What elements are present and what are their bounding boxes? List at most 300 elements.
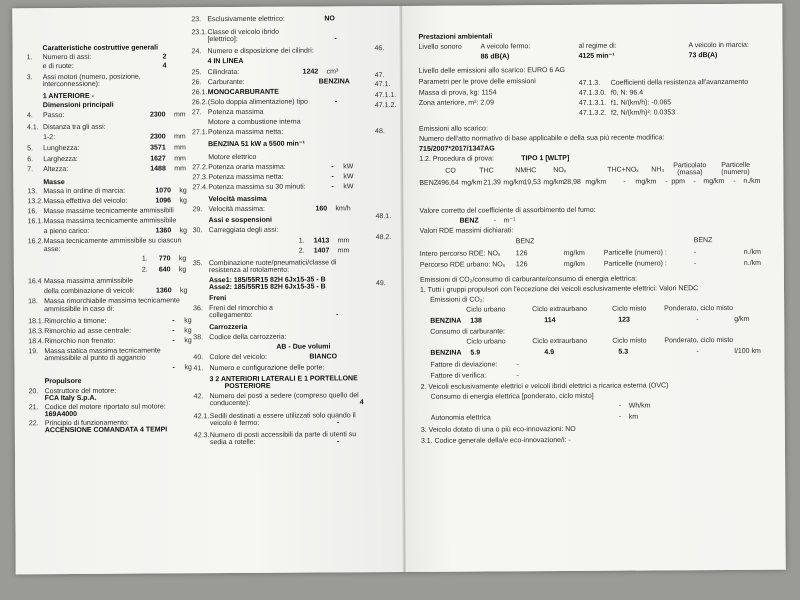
section-heading: FCA Italy S.p.A.	[44, 394, 97, 403]
field-value: 640	[158, 266, 171, 274]
field-unit: kg	[179, 227, 188, 235]
field-value: -	[172, 327, 175, 335]
field-label: 2.	[298, 247, 305, 255]
field-value: 2	[162, 53, 167, 61]
field-text: Particelle (numero) :	[603, 260, 667, 268]
section-heading: Dimensioni principali	[42, 101, 114, 110]
field-unit: kg	[179, 187, 187, 195]
field-text: mg/km	[503, 179, 525, 187]
field-unit: mm	[337, 247, 350, 255]
field-number: 36.	[193, 305, 203, 313]
field-label: Colore del veicolo:	[209, 353, 268, 362]
field-text: -	[618, 413, 622, 421]
field-label: Cilindrata:	[207, 68, 240, 77]
field-text: Parametri per le prove delle emissioni	[418, 78, 536, 86]
field-number: 1.	[26, 54, 33, 62]
field-number: 42.1.	[193, 413, 210, 421]
field-text: -	[733, 177, 736, 185]
field-label: ammissibile in caso di:	[44, 305, 115, 314]
section-heading: 73 dB(A)	[688, 52, 718, 60]
field-text: NMHC	[515, 167, 537, 175]
field-number: 27.4.	[192, 184, 208, 192]
field-value: -	[172, 364, 175, 372]
section-heading: Freni	[209, 295, 227, 303]
field-text: Consumo di carburante:	[430, 328, 506, 336]
field-text: 3.1. Codice generale della/e eco-innovazione/i: -	[420, 436, 571, 445]
field-text: -	[693, 249, 697, 257]
field-unit: km/h	[335, 205, 351, 213]
field-text: (numero)	[721, 168, 750, 177]
field-number: 42.	[193, 393, 204, 401]
field-text: 28,98	[563, 178, 581, 186]
field-number: 6.	[27, 156, 34, 164]
field-label: veicolo è fermo:	[209, 419, 260, 428]
field-value: 1413	[313, 237, 330, 245]
field-label: Massa tecnicamente ammissibile su ciascun	[43, 237, 182, 246]
field-text: mg/km	[563, 260, 585, 268]
field-text: ppm	[671, 178, 685, 186]
field-text: NH₃	[651, 166, 665, 174]
field-label: Motore a combustione interna	[207, 118, 301, 127]
section-heading: Assi e sospensioni	[208, 216, 273, 225]
side-field-number: 49.	[375, 280, 386, 288]
field-label: Sedili destinati a essere utilizzati solo quando il	[209, 412, 356, 421]
field-text: A veicolo fermo:	[480, 43, 531, 51]
field-number: 35.	[192, 260, 203, 268]
field-label: (Solo doppia alimentazione) tipo	[207, 98, 308, 107]
field-value: -	[334, 35, 337, 43]
field-text: f2, N/(km/h)²: 0.0353	[610, 109, 676, 117]
field-text: 47.1.3.	[578, 79, 601, 87]
field-label: Potenza massima netta:	[208, 173, 284, 182]
field-text: Ciclo extraurbano	[532, 337, 588, 346]
field-label: Massa in ordine di marcia:	[43, 187, 126, 196]
field-unit: mm	[174, 165, 186, 173]
field-label: Larghezza:	[43, 155, 78, 164]
field-text: f0, N: 96.4	[610, 89, 644, 97]
field-text: Autonomia elettrica	[430, 414, 491, 422]
field-text: THC	[479, 167, 494, 175]
field-value: 1360	[155, 287, 172, 295]
field-text: g/km	[734, 315, 750, 323]
field-label: interconnessione):	[42, 80, 100, 89]
field-number: 21.	[28, 404, 39, 412]
section-heading: 4 IN LINEA	[207, 57, 244, 66]
field-text: Emissioni di CO₂:	[430, 296, 485, 304]
field-label: Codice del motore riportato sul motore:	[44, 403, 166, 412]
field-value: 3571	[150, 144, 166, 152]
field-unit: kg	[179, 287, 188, 295]
section-heading: 5.3	[618, 348, 629, 356]
field-value: 2300	[149, 111, 166, 119]
field-number: 41.	[193, 365, 204, 373]
field-text: Consumo di energia elettrica [ponderato, ciclo misto]	[430, 392, 594, 401]
field-text: Particolato	[673, 162, 707, 170]
field-number: 26.	[191, 79, 202, 87]
field-value: 4	[359, 399, 364, 407]
section-heading: 715/2007*2017/1347AG	[419, 145, 495, 153]
field-unit: kg	[184, 364, 192, 372]
side-field-number: 48.1.	[375, 213, 392, 221]
field-label: Carreggiata degli assi:	[208, 226, 279, 235]
field-label: Lunghezza:	[43, 144, 80, 153]
field-label: Carburante:	[207, 78, 245, 87]
field-text: n./km	[743, 259, 761, 267]
section-heading: 4.9	[544, 349, 555, 357]
field-text: BENZ	[515, 238, 535, 246]
field-number: 42.3.	[193, 432, 210, 440]
field-label: Principio di funzionamento:	[44, 419, 129, 428]
field-number: 5.	[27, 145, 34, 153]
field-label: Costruttore del motore:	[44, 387, 117, 396]
field-text: Fattore di verifica:	[430, 372, 487, 380]
field-number: 18.	[28, 298, 38, 306]
field-number: 22.	[28, 420, 39, 428]
field-label: conducente):	[209, 399, 251, 408]
field-label: a pieno carico:	[43, 227, 90, 236]
field-text: Fattore di deviazione:	[430, 361, 498, 369]
field-value: 160	[315, 205, 328, 213]
field-number: 27.2.	[192, 164, 208, 172]
field-number: 18.3.	[28, 328, 44, 336]
field-text: 3. Veicolo dotato di una o più eco-innovazioni: NO	[420, 425, 576, 434]
side-field-number: 48.	[375, 128, 385, 136]
field-value: -	[331, 183, 334, 191]
field-text: 126	[515, 250, 528, 258]
field-value: -	[334, 98, 338, 106]
field-value: 1096	[155, 197, 172, 205]
field-text: THC+NOₓ	[607, 166, 639, 174]
section-heading: 1 ANTERIORE -	[42, 92, 94, 101]
field-text: mg/km	[543, 178, 565, 187]
field-text: l/100 km	[734, 347, 761, 355]
section-heading: Prestazioni ambientali	[418, 33, 493, 41]
field-text: 47.1.3.0.	[578, 89, 607, 97]
field-text: CO	[445, 167, 456, 175]
field-text: mg/km	[703, 178, 725, 186]
field-text: -	[693, 260, 697, 268]
field-unit: mm	[174, 144, 186, 152]
field-value: -	[172, 337, 175, 345]
field-unit: kg	[178, 266, 187, 274]
field-number: 38.	[193, 334, 204, 342]
field-number: 16.2.	[27, 238, 44, 246]
section-heading: Velocità massima	[208, 195, 267, 204]
side-field-number: 47.1.	[374, 81, 391, 89]
field-text: al regime di:	[578, 42, 617, 50]
section-heading: Propulsore	[44, 377, 82, 386]
field-value: -	[336, 419, 340, 427]
field-text: 19,53	[523, 179, 541, 187]
field-number: 25.	[191, 69, 202, 77]
field-label: Rimorchio non frenato:	[44, 337, 116, 346]
field-number: 16.4	[27, 278, 42, 286]
right-page	[402, 4, 785, 572]
field-text: Valori RDE massimi dichiarati:	[419, 227, 514, 235]
field-label: Potenza massima	[207, 108, 264, 117]
field-label: ammissibile al punto di aggancio	[44, 354, 146, 363]
field-text: m⁻¹	[503, 217, 516, 225]
field-value: -	[331, 163, 334, 171]
side-field-number: 47.1.1.	[374, 92, 397, 100]
field-text: Percorso RDE urbano: NOₓ	[419, 261, 506, 269]
field-text: Livello delle emissioni allo scarico: EURO 6 AG	[418, 66, 565, 75]
section-heading: Asse1: 185/55R15 82H 6Jx15-35 - B	[208, 276, 326, 285]
field-text: -	[665, 178, 668, 186]
field-label: e di ruote:	[42, 62, 74, 71]
field-label: resistenza al rotolamento:	[208, 266, 290, 275]
field-text: -	[516, 372, 519, 380]
field-value: 1627	[150, 155, 166, 163]
field-number: 30.	[192, 227, 203, 235]
field-unit: kg	[184, 337, 192, 345]
field-number: 23.1.	[191, 29, 208, 37]
field-label: Massa statica massima tecnicamente	[44, 347, 161, 356]
field-unit: kg	[184, 317, 192, 325]
field-unit: kg	[184, 327, 192, 335]
field-number: 40.	[193, 354, 204, 362]
section-heading: ACCENSIONE COMANDATA 4 TEMPI	[44, 426, 168, 435]
field-label: della combinazione di veicoli:	[43, 287, 135, 296]
field-number: 13.2.	[27, 198, 44, 206]
field-text: -	[693, 178, 696, 186]
field-value: 2300	[150, 133, 166, 141]
section-heading: 3 2 ANTERIORI LATERALI E 1 PORTELLONE	[209, 375, 358, 384]
section-heading: 5.9	[470, 349, 481, 357]
field-label: [elettrico]:	[207, 35, 238, 44]
field-number: 4.1.	[26, 124, 39, 132]
field-value: -	[172, 317, 175, 325]
field-text: -	[493, 217, 496, 225]
field-text: Ciclo misto	[612, 305, 647, 313]
field-text: f1, N/(km/h): -0.065	[610, 99, 672, 107]
side-field-number: 46.	[374, 45, 385, 53]
field-text: Zona anteriore, m²: 2.09	[418, 99, 494, 107]
field-label: sedia a rotelle:	[209, 438, 256, 447]
field-text: 2. Veicoli esclusivamente elettrici e veicoli ibridi elettrici a ricarica esterna (OVC)	[420, 382, 669, 391]
field-label: Massa massima tecnicamente ammissibile	[43, 217, 177, 226]
field-text: Particelle (numero) :	[603, 249, 667, 257]
field-value: NO	[324, 15, 335, 23]
section-heading: BENZINA	[430, 349, 462, 357]
field-text: (massa)	[677, 169, 703, 177]
field-text: Wh/km	[628, 402, 651, 410]
field-number: 16.1.	[27, 218, 44, 226]
field-number: 4.	[26, 112, 33, 120]
field-text: -	[623, 178, 626, 186]
field-value: 4	[162, 62, 167, 70]
field-text: NOₓ	[553, 166, 567, 175]
field-label: 1-2:	[43, 134, 56, 142]
field-text: BENZ	[419, 179, 439, 187]
field-number: 27.1.	[192, 129, 208, 137]
field-text: 1.2. Procedura di prova:	[419, 155, 494, 163]
field-label: Assi motori (numero, posizione,	[42, 73, 141, 82]
field-label: Codice della carrozzeria:	[209, 333, 287, 342]
field-label: Passo:	[42, 112, 65, 120]
field-text: Ciclo urbano	[466, 306, 506, 314]
field-text: 496,64	[437, 179, 459, 187]
field-value: 1242	[302, 68, 319, 76]
field-value: 1070	[155, 187, 171, 195]
field-text: Coefficienti della resistenza all'avanzamento	[610, 78, 749, 87]
field-value: -	[331, 173, 334, 181]
field-number: 27.3.	[192, 174, 208, 182]
field-text: mg/km	[563, 249, 585, 257]
field-number: 13.	[27, 188, 38, 196]
field-label: Combinazione ruote/pneumatici/classe di	[208, 259, 337, 268]
field-text: mg/km	[585, 178, 607, 186]
section-heading: BENZ	[459, 217, 479, 225]
field-label: Massa rimorchiabile massima tecnicamente	[44, 297, 180, 306]
field-number: 23.	[191, 16, 202, 24]
section-heading: MONOCARBURANTE	[207, 88, 279, 97]
field-unit: mm	[337, 237, 350, 245]
field-text: 1. Tutti i gruppi propulsori con l'eccezione dei veicoli esclusivamente elettrici: Valori NEDC	[419, 285, 699, 294]
field-value: -	[336, 438, 340, 446]
field-value: 770	[158, 255, 171, 263]
field-label: Rimorchio a timone:	[44, 317, 107, 326]
field-text: 21,39	[483, 179, 501, 187]
field-number: 18.1.	[28, 318, 44, 326]
field-text: Valore corretto del coefficiente di assorbimento del fumo:	[419, 206, 596, 215]
field-number: 20.	[28, 388, 39, 396]
field-text: n./km	[743, 177, 761, 185]
section-heading: TIPO 1 [WLTP]	[521, 154, 570, 163]
field-text: -	[696, 348, 699, 356]
field-number: 24.	[191, 48, 202, 56]
field-value: -	[336, 311, 339, 319]
field-text: -	[696, 316, 699, 324]
field-text: Massa di prova, kg: 1154	[418, 89, 497, 97]
field-label: Rimorchio ad asse centrale:	[44, 327, 132, 336]
field-label: Classe di veicolo ibrido	[207, 28, 280, 37]
section-heading: AB - Due volumi	[276, 343, 331, 351]
field-label: Numero e configurazione delle porte:	[209, 364, 325, 373]
field-text: Ciclo misto	[612, 337, 647, 345]
field-unit: kg	[179, 197, 187, 205]
field-label: Massa effettiva del veicolo:	[43, 197, 128, 206]
field-unit: kW	[343, 183, 354, 191]
side-field-number: 48.2.	[375, 234, 392, 242]
field-number: 26.1.	[191, 89, 208, 97]
field-unit: kW	[343, 173, 354, 181]
field-label: Altezza:	[43, 166, 69, 174]
field-text: Intero percorso RDE: NOₓ	[419, 250, 501, 258]
document-paper	[12, 4, 785, 575]
field-value: BIANCO	[309, 353, 338, 361]
field-text: mg/km	[461, 179, 483, 187]
field-text: Ponderato, ciclo misto	[664, 304, 734, 313]
field-label: Numero di assi:	[42, 53, 92, 62]
section-heading: BENZINA 51 kW a 5500 min⁻¹	[208, 140, 305, 149]
section-heading: 123	[618, 316, 630, 324]
field-unit: cm³	[326, 68, 339, 76]
field-label: 1.	[141, 255, 148, 263]
field-label: Masse massime tecnicamente ammissibili	[43, 207, 174, 216]
field-number: 26.2.	[191, 99, 208, 107]
field-label: collegamento:	[209, 311, 253, 320]
field-number: 18.4.	[28, 338, 44, 346]
field-value: 1360	[155, 227, 172, 235]
field-text: -	[516, 361, 519, 369]
field-number: 7.	[27, 166, 34, 174]
field-label: Distanza tra gli assi:	[42, 123, 106, 132]
field-text: A veicolo in marcia:	[688, 41, 749, 50]
side-field-number: 47.1.2.	[374, 102, 397, 110]
field-label: Potenza massima su 30 minuti:	[208, 183, 306, 192]
section-heading: 114	[544, 317, 556, 325]
field-label: Numero dei posti a sedere (compreso quello del	[209, 392, 359, 401]
field-value: 1488	[150, 165, 166, 173]
field-label: 2.	[141, 266, 148, 274]
field-label: Motore elettrico	[208, 153, 257, 162]
field-text: BENZ	[693, 237, 713, 245]
field-number: 16.	[27, 208, 38, 216]
side-field-number: 47.	[374, 72, 385, 80]
field-text: Emissioni di CO₂/consumo di carburante/consumo di energia elettrica:	[419, 275, 638, 284]
field-text: km	[628, 413, 639, 421]
field-unit: mm	[173, 111, 186, 119]
field-value: 1407	[313, 247, 330, 255]
field-label: Velocità massima:	[208, 205, 265, 214]
left-page	[12, 6, 403, 574]
section-heading: POSTERIORE	[224, 382, 271, 391]
field-label: Esclusivamente elettrico:	[207, 15, 285, 24]
field-unit: mm	[174, 155, 186, 163]
field-text: Ciclo urbano	[466, 338, 506, 346]
section-heading: 86 dB(A)	[480, 53, 510, 61]
field-text: -	[618, 402, 622, 410]
field-number: 3.	[26, 74, 33, 82]
field-label: asse:	[43, 246, 61, 254]
field-text: n./km	[743, 248, 761, 256]
section-heading: BENZINA	[430, 317, 462, 325]
field-text: 47.1.3.2.	[578, 109, 607, 117]
field-label: Massa massima ammissibile	[43, 277, 134, 286]
field-text: Ponderato, ciclo misto	[664, 336, 734, 345]
field-label: Numero di posti accessibili da parte di utenti su	[209, 431, 357, 440]
section-heading: 169A4000	[44, 410, 78, 419]
field-text: Emissioni allo scarico:	[419, 125, 488, 133]
field-text: mg/km	[635, 178, 657, 186]
field-label: Freni del rimorchio a	[209, 304, 273, 313]
field-text: Livello sonoro	[418, 43, 462, 51]
field-text: 47.1.3.1.	[578, 99, 607, 107]
field-number: 27.	[191, 109, 202, 117]
field-unit: kW	[343, 163, 354, 171]
field-label: 1.	[298, 237, 305, 245]
field-unit: mm	[174, 133, 186, 141]
field-label: Numero e disposizione dei cilindri:	[207, 47, 314, 56]
field-text: Particelle	[721, 161, 751, 170]
section-heading: 138	[470, 317, 482, 325]
section-heading: 4125 min⁻¹	[578, 52, 615, 60]
field-text: Numero dell'atto normativo di base applicabile e della sua più recente modifica:	[419, 134, 665, 143]
field-number: 29.	[192, 206, 203, 214]
field-label: Potenza massima netta:	[208, 128, 284, 137]
section-heading: Asse2: 185/55R15 82H 6Jx15-35 - B	[208, 283, 326, 292]
field-label: Potenza oraria massima:	[208, 163, 286, 172]
field-unit: kg	[178, 255, 187, 263]
section-heading: Carrozzeria	[209, 323, 248, 332]
field-text: 126	[515, 261, 528, 269]
field-value: BENZINA	[318, 78, 350, 86]
field-text: Ciclo extraurbano	[532, 305, 588, 314]
field-number: 19.	[28, 348, 39, 356]
section-heading: Masse	[43, 179, 65, 187]
section-heading: Caratteristiche costruttive generali	[42, 44, 159, 53]
